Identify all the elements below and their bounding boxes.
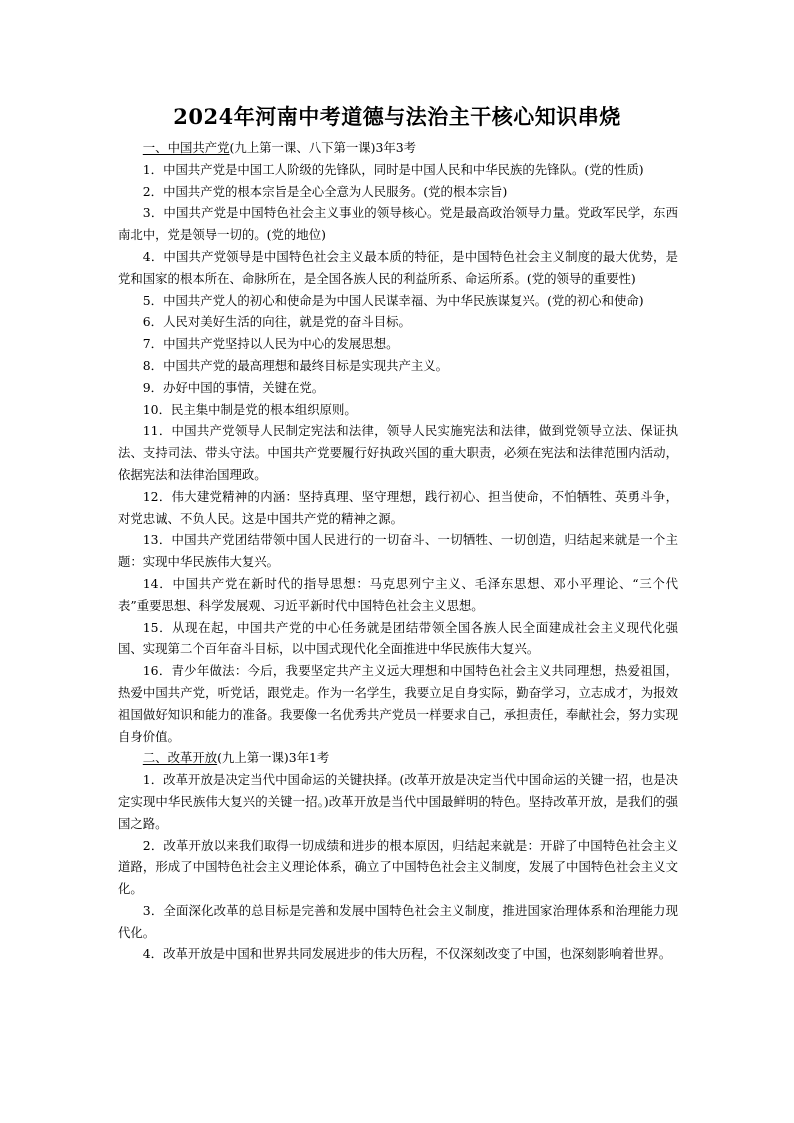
- section-communist-party: [118, 137, 678, 747]
- list-item: 7．中国共产党坚持以人民为中心的发展思想。: [142, 336, 399, 352]
- section-heading-label: 二、改革开放: [142, 750, 218, 766]
- list-item: 2．改革开放以来我们取得一切成绩和进步的根本原因，归结起来就是：开辟了中国特色社会主义道路，形成了中国特色社会主义理论体系，确立了中国特色社会主义制度，发展了中国特色社会主义文化。: [118, 837, 678, 897]
- list-item: 6．人民对美好生活的向往，就是党的奋斗目标。: [142, 314, 411, 330]
- list-item: 9．办好中国的事情，关键在党。: [142, 379, 325, 395]
- list-item: 5．中国共产党人的初心和使命是为中国人民谋幸福、为中华民族谋复兴。(党的初心和使命): [142, 292, 644, 308]
- list-item: 8．中国共产党的最高理想和最终目标是实现共产主义。: [142, 357, 449, 373]
- section-heading-exam: 3年1考: [288, 750, 330, 766]
- section-heading: [118, 747, 678, 769]
- document-title: 2024年河南中考道德与法治主干核心知识串烧: [173, 104, 621, 129]
- list-item: 4．中国共产党领导是中国特色社会主义最本质的特征，是中国特色社会主义制度的最大优势，是党和国家的根本所在、命脉所在，是全国各族人民的利益所系、命运所系。(党的领导的重要性): [118, 248, 678, 286]
- list-item: 10．民主集中制是党的根本组织原则。: [142, 401, 357, 417]
- list-item: 15．从现在起，中国共产党的中心任务就是团结带领全国各族人民全面建成社会主义现代化强国、实现第二个百年奋斗目标，以中国式现代化全面推进中华民族伟大复兴。: [118, 619, 678, 657]
- section-heading-ref: (九上第一课): [217, 750, 289, 766]
- document-body: [118, 137, 678, 965]
- list-item: 13．中国共产党团结带领中国人民进行的一切奋斗、一切牺牲、一切创造，归结起来就是一个主题：实现中华民族伟大复兴。: [118, 532, 678, 570]
- list-item: 4．改革开放是中国和世界共同发展进步的伟大历程，不仅深刻改变了中国，也深刻影响着世界。: [142, 946, 672, 962]
- section-heading-label: 一、中国共产党: [142, 140, 230, 155]
- section-heading: [118, 137, 678, 159]
- list-item: 14．中国共产党在新时代的指导思想：马克思列宁主义、毛泽东思想、邓小平理论、“三个代表”重要思想、科学发展观、习近平新时代中国特色社会主义思想。: [118, 575, 678, 613]
- section-heading-exam: 3年3考: [375, 140, 417, 155]
- section-heading-ref: (九上第一课、八下第一课): [229, 140, 376, 155]
- list-item: 11．中国共产党领导人民制定宪法和法律，领导人民实施宪法和法律，做到党领导立法、保证执法、支持司法、带头守法。中国共产党要履行好执政兴国的重大职责，必须在宪法和法律范围内活动，依据宪法和法律治国理政。: [118, 423, 678, 482]
- list-item: 3．中国共产党是中国特色社会主义事业的领导核心。党是最高政治领导力量。党政军民学，东西南北中，党是领导一切的。(党的地位): [118, 205, 678, 243]
- list-item: 3．全面深化改革的总目标是完善和发展中国特色社会主义制度，推进国家治理体系和治理能力现代化。: [118, 902, 678, 940]
- list-item: 1．中国共产党是中国工人阶级的先锋队，同时是中国人民和中华民族的先锋队。(党的性质): [142, 161, 644, 177]
- list-item: 1．改革开放是决定当代中国命运的关键抉择。(改革开放是决定当代中国命运的关键一招，也是决定实现中华民族伟大复兴的关键一招。)改革开放是当代中国最鲜明的特色。坚持改革开放，是我们的强国之路。: [118, 772, 678, 831]
- list-item: 16．青少年做法：今后，我要坚定共产主义远大理想和中国特色社会主义共同理想，热爱祖国，热爱中国共产党，听党话，跟党走。作为一名学生，我要立足自身实际，勤奋学习，立志成才，为报效祖国做好知识和能力的准备。我要像一名优秀共产党员一样要求自己，承担责任，奉献社会，努力实现自身价值。: [118, 663, 678, 744]
- list-item: 2．中国共产党的根本宗旨是全心全意为人民服务。(党的根本宗旨): [142, 183, 508, 199]
- section-reform-opening: [118, 747, 678, 965]
- list-item: 12．伟大建党精神的内涵：坚持真理、坚守理想，践行初心、担当使命，不怕牺牲、英勇斗争，对党忠诚、不负人民。这是中国共产党的精神之源。: [118, 488, 678, 526]
